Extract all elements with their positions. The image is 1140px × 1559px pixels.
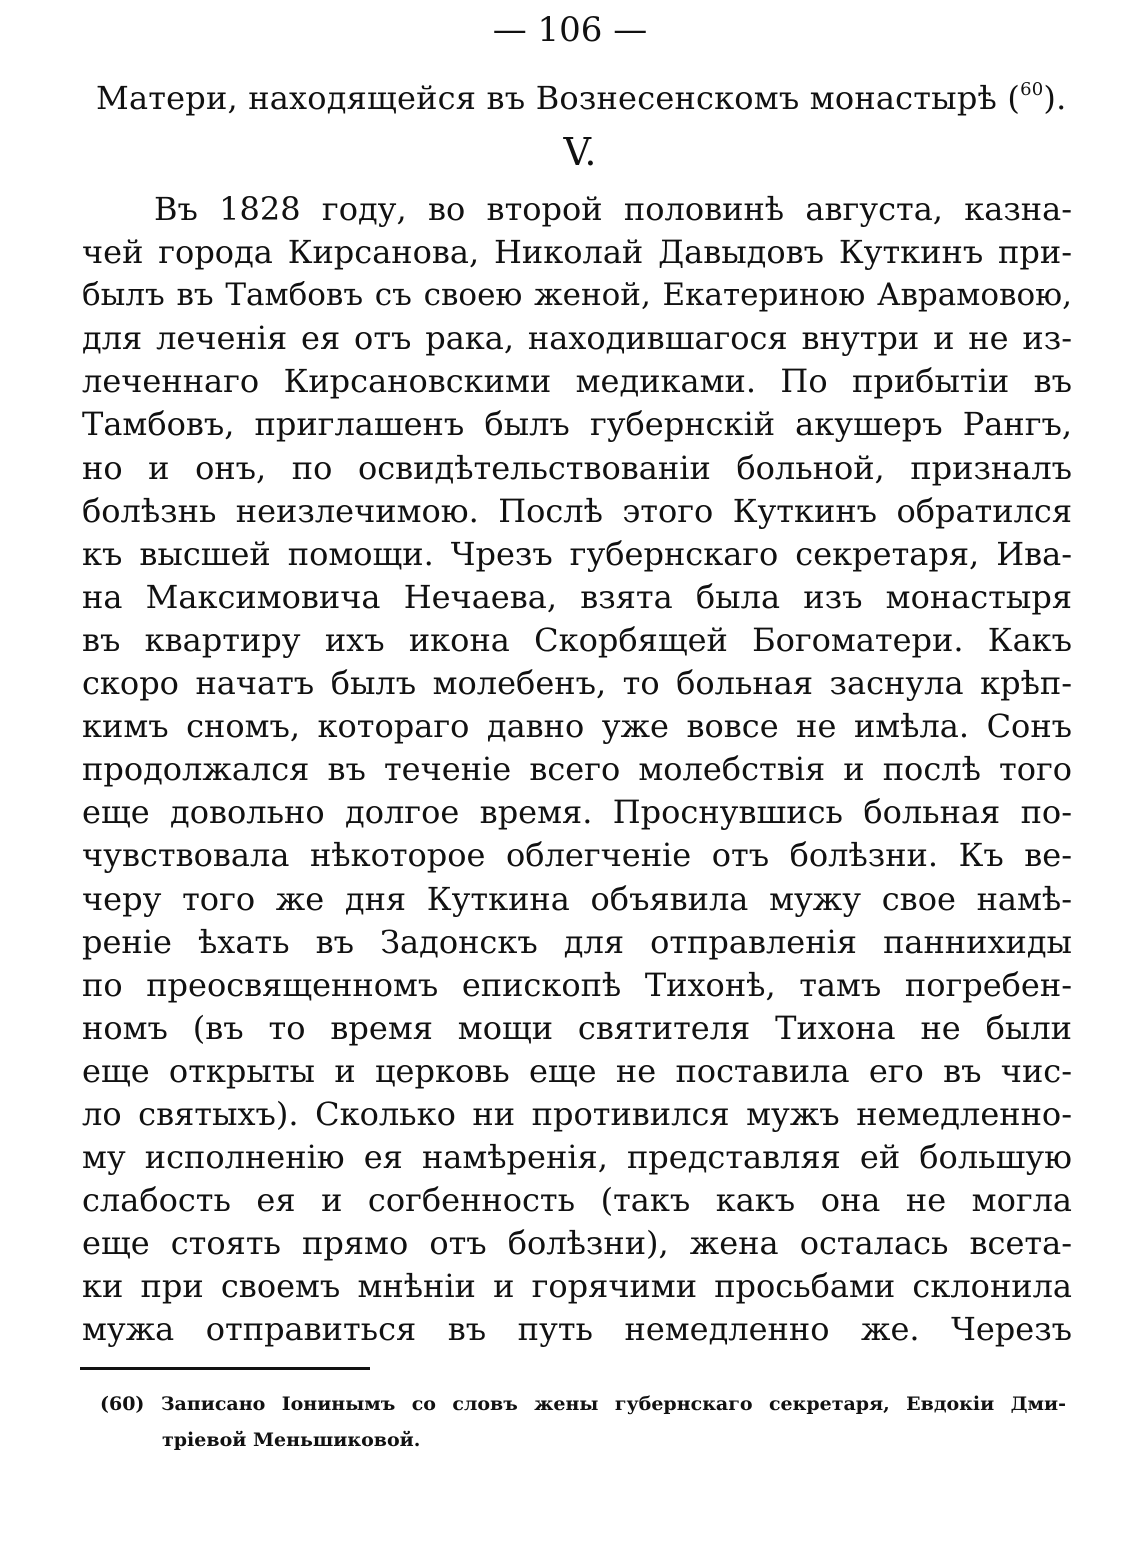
chapter-heading: V. xyxy=(563,130,597,174)
carry-over-text: Матери, находящейся въ Вознесенскомъ монастырѣ ( xyxy=(96,79,1021,117)
body-text xyxy=(82,188,1072,1352)
text-line: еще стоять прямо отъ болѣзни), жена осталась всета- xyxy=(82,1224,1072,1263)
text-line: но и онъ, по освидѣтельствованіи больной, призналъ xyxy=(82,448,1072,487)
text-line: чей города Кирсанова, Николай Давыдовъ Куткинъ при- xyxy=(82,233,1072,272)
text-line: черу того же дня Куткина объявила мужу свое намѣ- xyxy=(82,879,1072,918)
carry-over-close: ). xyxy=(1043,79,1067,117)
text-line: слабость ея и согбенность (такъ какъ она не могла xyxy=(82,1181,1072,1220)
text-line: въ квартиру ихъ икона Скорбящей Богоматери. Какъ xyxy=(82,620,1072,659)
text-line: для леченія ея отъ рака, находившагося внутри и не из- xyxy=(82,319,1072,358)
text-line: Въ 1828 году, во второй половинѣ августа, казна- xyxy=(154,190,1072,228)
footnote-divider xyxy=(80,1367,370,1370)
text-line: по преосвященномъ епископѣ Тихонѣ, тамъ погребен- xyxy=(82,965,1072,1004)
page-number: — 106 — xyxy=(492,10,648,50)
text-line: былъ въ Тамбовъ съ своею женой, Екатериною Аврамовою, xyxy=(82,277,1072,314)
text-line: Тамбовъ, приглашенъ былъ губернскій акушеръ Рангъ, xyxy=(82,405,1072,444)
text-line: ки при своемъ мнѣніи и горячими просьбами склонила xyxy=(82,1267,1072,1306)
text-line: леченнаго Кирсановскими медиками. По прибытіи въ xyxy=(82,362,1072,401)
footnote-reference: 60 xyxy=(1020,79,1044,100)
carry-over-line xyxy=(96,76,1076,120)
text-line: скоро начатъ былъ молебенъ, то больная заснула крѣп- xyxy=(82,664,1072,703)
text-line: еще открыты и церковь еще не поставила его въ чис- xyxy=(82,1051,1072,1090)
footnote xyxy=(100,1386,1066,1458)
text-line: реніе ѣхать въ Задонскъ для отправленія паннихиды xyxy=(82,922,1072,961)
text-line: еще довольно долгое время. Проснувшись больная по- xyxy=(82,793,1072,832)
text-line: номъ (въ то время мощи святителя Тихона не были xyxy=(82,1008,1072,1047)
text-line: болѣзнь неизлечимою. Послѣ этого Куткинъ обратился xyxy=(82,491,1072,530)
text-line: чувствовала нѣкоторое облегченіе отъ болѣзни. Къ ве- xyxy=(82,836,1072,875)
text-line: кимъ сномъ, котораго давно уже вовсе не имѣла. Сонъ xyxy=(82,707,1072,746)
text-line: ло святыхъ). Сколько ни противился мужъ немедленно- xyxy=(82,1094,1072,1133)
text-line: продолжался въ теченіе всего молебствія и послѣ того xyxy=(82,750,1072,789)
text-line: мужа отправиться въ путь немедленно же. Черезъ xyxy=(82,1310,1072,1349)
text-line: на Максимовича Нечаева, взята была изъ монастыря xyxy=(82,577,1072,616)
text-line: му исполненію ея намѣренія, представляя ей большую xyxy=(82,1138,1072,1177)
footnote-line: тріевой Меньшиковой. xyxy=(162,1429,421,1451)
footnote-line: (60) Записано Іонинымъ со словъ жены губернскаго секретаря, Евдокіи Дми- xyxy=(100,1393,1066,1415)
text-line: къ высшей помощи. Чрезъ губернскаго секретаря, Ива- xyxy=(82,534,1072,573)
